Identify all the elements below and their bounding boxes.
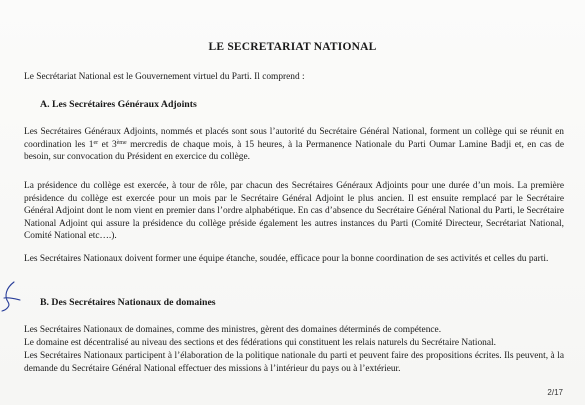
section-b-line-1: Les Secrétaires Nationaux de domaines, comme des ministres, gèrent des domaines déterminés de compétence. [24,325,442,335]
section-b-line-3: Les Secrétaires Nationaux participent à l’élaboration de la politique nationale du parti et peuvent faire des propositions écrites. Ils peuvent, à la demande du Secrétaire Général National effectuer des missions à l’intérieur du pays ou à l’extérieur. [24,351,564,374]
section-a-heading: A. Les Secrétaires Généraux Adjoints [40,99,197,110]
section-b-heading: B. Des Secrétaires Nationaux de domaines [40,297,216,308]
section-b-line-2: Le domaine est décentralisé au niveau des sections et des fédérations qui constituent les relais naturels du Secrétaire National. [24,338,496,348]
page-title: LE SECRETARIAT NATIONAL [208,41,377,53]
page-number: 2/17 [547,388,563,397]
section-a-paragraph-2: La présidence du collège est exercée, à tour de rôle, par chacun des Secrétaires Généraux Adjoints pour une durée d’un mois. La première présidence du collège est exercée pour un mois par le Secrétaire Général Adjoint le plus ancien. Il est ensuite remplacé par le Secrétaire Général Adjoint dont le nom vient en premier dans l’ordre alphabétique. En cas d’absence du Secrétaire Général National du Parti, le Secrétaire National Adjoint qui assure la présidence du collège préside également les autres instances du Parti (Comité Directeur, Secrétariat National, Comité National etc….). [24,181,564,242]
section-a-paragraph-1: Les Secrétaires Généraux Adjoints, nommés et placés sont sous l’autorité du Secrétaire Général National, forment un collège qui se réunit en coordination les 1er et 3ème mercredis de chaque mois, à 15 heures, à la Permanence Nationale du Parti Oumar Lamine Badji et, en cas de besoin, sur convocation du Président en exercice du collège. [24,127,564,163]
handwritten-signature-mark [0,280,22,314]
intro-paragraph: Le Secrétariat National est le Gouvernement virtuel du Parti. Il comprend : [24,72,305,82]
section-a-paragraph-3: Les Secrétaires Nationaux doivent former une équipe étanche, soudée, efficace pour la bonne coordination de ses activités et celles du parti. [24,254,549,264]
